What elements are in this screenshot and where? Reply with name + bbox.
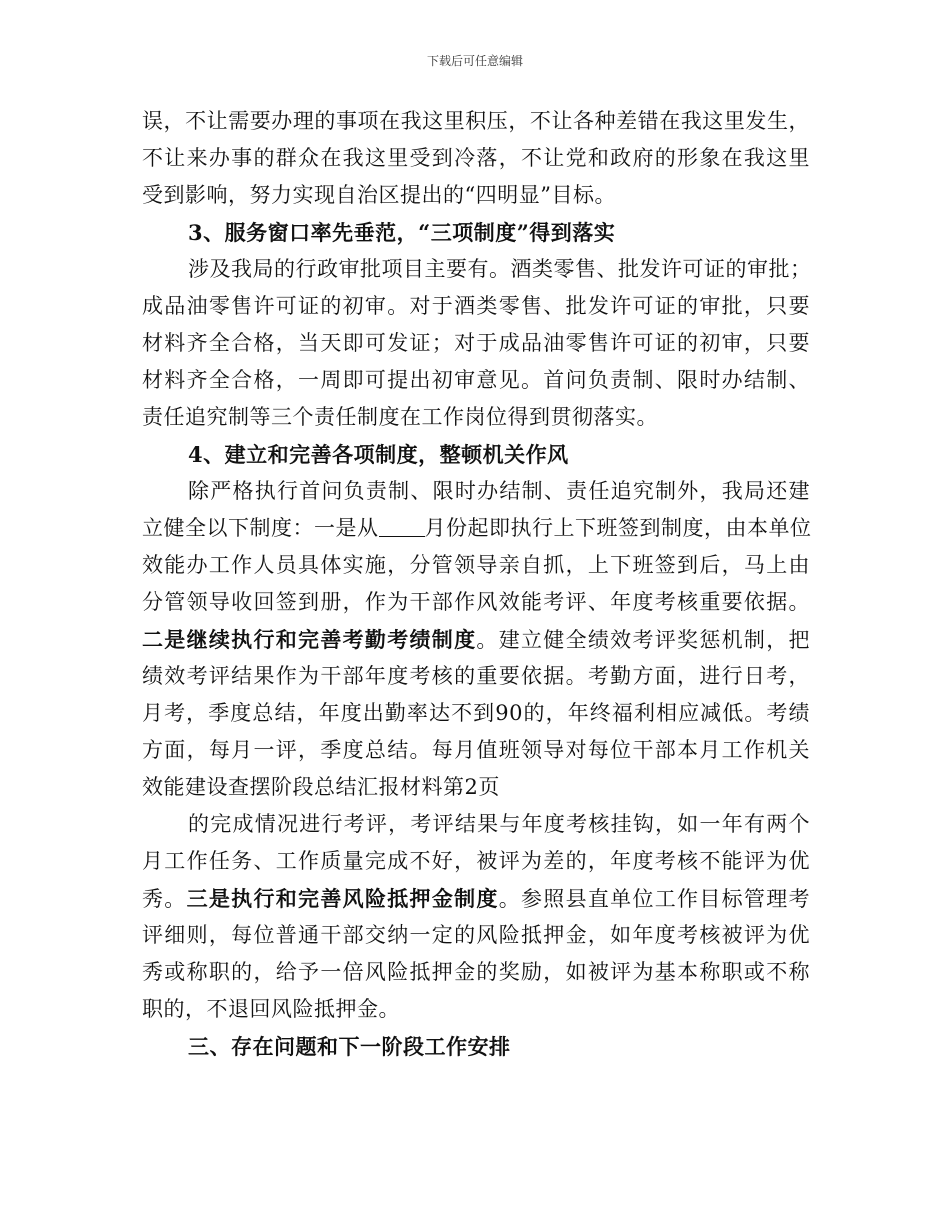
paragraph-line: 责任追究制等三个责任制度在工作岗位得到贯彻落实。 — [142, 405, 658, 429]
blank-underline — [379, 514, 425, 537]
document-body — [142, 103, 810, 1065]
paragraph-line: 秀或称职的，给予一倍风险抵押金的奖励，如被评为基本称职或不称 — [142, 960, 810, 984]
line-segment: 立健全以下制度：一是从 — [142, 516, 379, 540]
section-heading-3: 3、服务窗口率先垂范，“三项制度”得到落实 — [188, 220, 616, 245]
section-heading-three: 三、存在问题和下一阶段工作安排 — [188, 1034, 511, 1059]
paragraph-line: 月工作任务、工作质量完成不好，被评为差的，年度考核不能评为优 — [142, 849, 810, 873]
paragraph-line: 不让来办事的群众在我这里受到冷落，不让党和政府的形象在我这里 — [142, 146, 810, 170]
bold-item-two: 二是继续执行和完善考勤考绩制度 — [142, 627, 477, 652]
paragraph-line: 的完成情况进行考评，考评结果与年度考核挂钩，如一年有两个 — [188, 812, 810, 836]
paragraph-line: 涉及我局的行政审批项目主要有。酒类零售、批发许可证的审批； — [188, 257, 812, 281]
line-segment: 月份起即执行上下班签到制度，由本单位 — [424, 516, 812, 540]
paragraph-line: 除严格执行首问负责制、限时办结制、责任追究制外，我局还建 — [188, 479, 810, 503]
paragraph-line: 评细则，每位普通干部交纳一定的风险抵押金，如年度考核被评为优 — [142, 923, 810, 947]
paragraph-line: 材料齐全合格，当天即可发证；对于成品油零售许可证的初审，只要 — [142, 331, 810, 355]
page-footer-text: 效能建设查摆阶段总结汇报材料第2页 — [142, 775, 500, 799]
paragraph-line: 材料齐全合格，一周即可提出初审意见。首问负责制、限时办结制、 — [142, 368, 810, 392]
paragraph-line: 方面，每月一评，季度总结。每月值班领导对每位干部本月工作机关 — [142, 738, 810, 762]
paragraph-line — [142, 880, 810, 917]
line-segment: 。参照县直单位工作目标管理考 — [498, 887, 811, 911]
line-segment: 。建立健全绩效考评奖惩机制，把 — [476, 628, 811, 652]
paragraph-line: 成品油零售许可证的初审。对于酒类零售、批发许可证的审批，只要 — [142, 294, 810, 318]
paragraph-line: 月考，季度总结，年度出勤率达不到90的，年终福利相应减低。考绩 — [142, 701, 810, 725]
page-header: 下载后可任意编辑 — [426, 54, 523, 68]
paragraph-line: 受到影响，努力实现自治区提出的“四明显”目标。 — [142, 183, 616, 207]
section-heading-4: 4、建立和完善各项制度，整顿机关作风 — [188, 442, 569, 467]
paragraph-line: 效能办工作人员具体实施，分管领导亲自抓，上下班签到后，马上由 — [142, 553, 810, 577]
bold-item-three: 三是执行和完善风险抵押金制度 — [186, 886, 499, 911]
paragraph-line: 绩效考评结果作为干部年度考核的重要依据。考勤方面，进行日考， — [142, 664, 810, 688]
paragraph-line — [142, 510, 810, 547]
paragraph-line: 分管领导收回签到册，作为干部作风效能考评、年度考核重要依据。 — [142, 590, 810, 614]
paragraph-line — [142, 621, 810, 658]
line-segment: 秀。 — [142, 887, 187, 911]
paragraph-line: 职的，不退回风险抵押金。 — [142, 997, 400, 1021]
paragraph-line: 误，不让需要办理的事项在我这里积压，不让各种差错在我这里发生， — [142, 109, 810, 133]
